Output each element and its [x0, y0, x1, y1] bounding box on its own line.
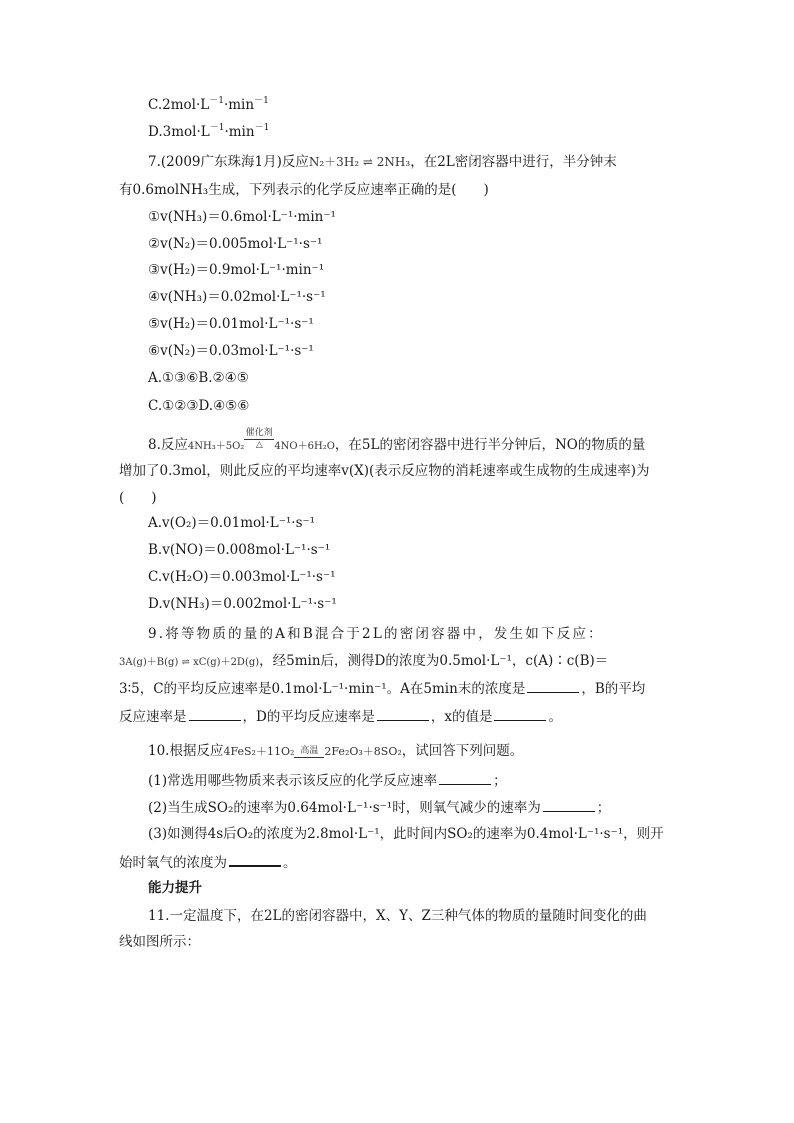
q8-option-c: C.v(H₂O)＝0.003mol·L⁻¹·s⁻¹: [148, 569, 336, 585]
q7-equation: N₂＋3H₂ ⇌ 2NH₃: [308, 155, 411, 169]
q10-part2: (2)当生成SO₂的速率为0.64mol·L⁻¹·s⁻¹时，则氧气减少的速率为 ；: [148, 797, 610, 818]
q7-item-5: ⑤v(H₂)＝0.01mol·L⁻¹·s⁻¹: [148, 316, 314, 332]
q7-item-3: ③v(H₂)＝0.9mol·L⁻¹·min⁻¹: [148, 262, 325, 278]
q7-item-2: ②v(N₂)＝0.005mol·L⁻¹·s⁻¹: [148, 236, 323, 252]
q9-blank-x-value[interactable]: [494, 706, 546, 721]
q8-stem-line2: 增加了0.3mol，则此反应的平均速率v(X)(表示反应物的消耗速率或生成物的生成速率)为: [119, 463, 650, 479]
q9-line1: 9.将等物质的量的A和B混合于2L的密闭容器中，发生如下反应：: [148, 626, 604, 642]
q9-equation: 3A(g)＋B(g) ⇌ xC(g)＋2D(g): [119, 657, 260, 668]
q11-line2: 线如图所示：: [119, 934, 200, 950]
q7-options-cd: C.①②③D.④⑤⑥: [148, 398, 250, 414]
q8-stem-line3: ( ): [119, 490, 157, 506]
q9-line4: 反应速率是 ，D的平均反应速率是 ，x的值是 。: [119, 706, 562, 727]
q9-blank-b-rate[interactable]: [189, 706, 241, 721]
q10-part3-line1: (3)如测得4s后O₂的浓度为2.8mol·L⁻¹，此时间内SO₂的速率为0.4mol·L⁻¹·s⁻¹，则开: [148, 826, 664, 842]
q7-stem-line2: 有0.6molNH₃生成，下列表示的化学反应速率正确的是( ): [119, 182, 489, 198]
q7-stem-line1: 7.(2009广东珠海1月)反应N₂＋3H₂ ⇌ 2NH₃，在2L密闭容器中进行，半分钟末: [148, 154, 617, 170]
q6-option-c: $C.2mol\cdot L^{-1}\cdot\min^{-1}$: [148, 96, 269, 113]
q8-stem-line1: 8.反应4NH₃＋5O₂ 催化剂 △ 4NO＋6H₂O，在5L的密闭容器中进行半分钟后，NO的物质的量: [148, 428, 646, 453]
q8-option-b: B.v(NO)＝0.008mol·L⁻¹·s⁻¹: [148, 542, 331, 558]
q8-option-a: A.v(O₂)＝0.01mol·L⁻¹·s⁻¹: [148, 515, 316, 531]
q9-line2: 3A(g)＋B(g) ⇌ xC(g)＋2D(g)，经5min后，测得D的浓度为0.5mol·L⁻¹，c(A)∶c(B)＝: [119, 653, 609, 669]
q9-line3: 3∶5，C的平均反应速率是0.1mol·L⁻¹·min⁻¹。A在5min末的浓度是 ，B的平均: [119, 678, 645, 699]
q8-condition: 催化剂 △: [245, 428, 273, 450]
q9-blank-d-rate[interactable]: [377, 706, 429, 721]
q10-blank-3[interactable]: [229, 851, 281, 867]
q10-part3-line2: 始时氧气的浓度为 。: [119, 851, 297, 873]
section-heading: 能力提升: [148, 880, 202, 896]
q9-blank-a-concentration[interactable]: [527, 678, 579, 693]
q7-item-4: ④v(NH₃)＝0.02mol·L⁻¹·s⁻¹: [148, 289, 326, 305]
q7-options-ab: A.①③⑥B.②④⑤: [148, 370, 249, 386]
q11-line1: 11.一定温度下，在2L的密闭容器中，X、Y、Z三种气体的物质的量随时间变化的曲: [148, 908, 647, 924]
q7-item-6: ⑥v(N₂)＝0.03mol·L⁻¹·s⁻¹: [148, 343, 314, 359]
q8-option-d: D.v(NH₃)＝0.002mol·L⁻¹·s⁻¹: [148, 596, 337, 612]
q7-item-1: ①v(NH₃)＝0.6mol·L⁻¹·min⁻¹: [148, 209, 336, 225]
q10-part1: (1)常选用哪些物质来表示该反应的化学反应速率 ；: [148, 770, 507, 791]
q8-equation: 4NH₃＋5O₂ 催化剂 △ 4NO＋6H₂O: [187, 428, 335, 452]
q10-blank-1[interactable]: [439, 770, 491, 785]
q10-condition: 高温: [294, 747, 324, 759]
q10-blank-2[interactable]: [543, 797, 595, 812]
q6-option-d: $D.3mol\cdot L^{-1}\cdot\min^{-1}$: [148, 123, 270, 140]
q10-equation: 4FeS₂＋11O₂ 高温 2Fe₂O₃＋8SO₂: [223, 745, 402, 758]
q10-stem: 10.根据反应4FeS₂＋11O₂ 高温 2Fe₂O₃＋8SO₂，试回答下列问题。: [148, 743, 524, 759]
